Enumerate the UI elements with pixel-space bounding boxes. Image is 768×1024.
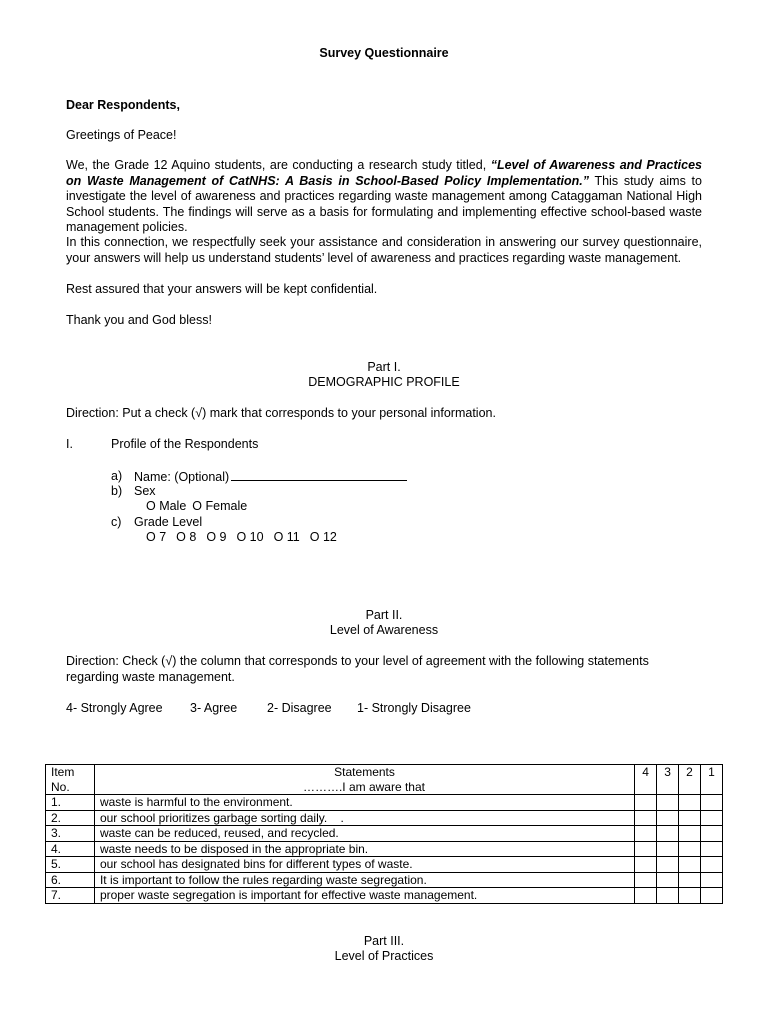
- part1-heading: DEMOGRAPHIC PROFILE: [308, 375, 460, 389]
- salutation: Dear Respondents,: [66, 98, 180, 112]
- table-row: [46, 888, 723, 904]
- rating-cell-1[interactable]: [700, 810, 722, 826]
- rating-cell-4[interactable]: [635, 826, 657, 842]
- name-field[interactable]: [134, 469, 407, 485]
- part1-label: Part I.: [367, 360, 401, 374]
- rating-cell-1[interactable]: [700, 795, 722, 811]
- rating-cell-2[interactable]: [679, 841, 701, 857]
- part1-direction: Direction: Put a check (√) mark that corresponds to your personal information.: [66, 406, 496, 420]
- thanks-note: Thank you and God bless!: [66, 313, 212, 327]
- part3-heading: Level of Practices: [334, 949, 434, 963]
- rating-cell-3[interactable]: [657, 872, 679, 888]
- header-item-line2: No.: [51, 779, 70, 794]
- rating-cell-1[interactable]: [700, 872, 722, 888]
- rating-cell-2[interactable]: [679, 795, 701, 811]
- row-number: 7.: [46, 888, 95, 904]
- rating-cell-1[interactable]: [700, 888, 722, 904]
- header-statements: [94, 765, 634, 795]
- grade-option[interactable]: O 8: [176, 530, 197, 544]
- sex-options: [146, 499, 257, 514]
- section-number: I.: [66, 437, 73, 451]
- header-col-4: 4: [635, 765, 657, 795]
- sex-option-male[interactable]: O Male: [146, 499, 187, 513]
- table-row: [46, 826, 723, 842]
- part2-direction: Direction: Check (√) the column that corresponds to your level of agreement with the following statements regarding waste management.: [66, 654, 649, 684]
- rating-cell-3[interactable]: [657, 810, 679, 826]
- rating-cell-4[interactable]: [635, 872, 657, 888]
- name-letter: a): [111, 469, 123, 483]
- grade-options: [146, 530, 347, 545]
- grade-option[interactable]: O 11: [273, 530, 300, 544]
- header-col-1: 1: [700, 765, 722, 795]
- rating-cell-3[interactable]: [657, 857, 679, 873]
- sex-label: Sex: [134, 484, 156, 498]
- row-statement: our school has designated bins for different types of waste.: [94, 857, 634, 873]
- rating-cell-4[interactable]: [635, 888, 657, 904]
- intro-after: This study aims to investigate the level of awareness and practices regarding waste management among Cataggaman National High School students. The findings will serve as a basis for formulating and implementing effective school-based waste management policies.: [66, 173, 702, 234]
- table-row: [46, 857, 723, 873]
- study-title: “Level of Awareness and Practices on Waste Management of CatNHS: A Basis in School-Based Policy Implementation.”: [66, 158, 703, 188]
- rating-cell-3[interactable]: [657, 795, 679, 811]
- rating-cell-3[interactable]: [657, 826, 679, 842]
- header-statements-prefix: ……….I am aware that: [302, 779, 425, 794]
- table-row: [46, 795, 723, 811]
- name-label: Name: (Optional): [134, 470, 230, 484]
- header-item-no: [46, 765, 95, 795]
- document-title: Survey Questionnaire: [319, 46, 449, 60]
- name-blank-line[interactable]: [231, 469, 407, 481]
- row-statement: proper waste segregation is important for effective waste management.: [94, 888, 634, 904]
- grade-label: Grade Level: [134, 515, 203, 529]
- rating-cell-3[interactable]: [657, 841, 679, 857]
- row-number: 3.: [46, 826, 95, 842]
- rating-cell-4[interactable]: [635, 795, 657, 811]
- table-row: [46, 810, 723, 826]
- header-col-3: 3: [657, 765, 679, 795]
- row-number: 6.: [46, 872, 95, 888]
- sex-letter: b): [111, 484, 123, 498]
- grade-option[interactable]: O 7: [146, 530, 167, 544]
- part2-heading: Level of Awareness: [329, 623, 439, 637]
- part3-label: Part III.: [363, 934, 405, 948]
- rating-cell-4[interactable]: [635, 810, 657, 826]
- table-row: [46, 841, 723, 857]
- section-title: Profile of the Respondents: [111, 437, 259, 451]
- awareness-table: [45, 764, 723, 904]
- intro-before: We, the Grade 12 Aquino students, are conducting a research study titled,: [66, 158, 487, 172]
- row-number: 4.: [46, 841, 95, 857]
- intro-paragraph: [66, 158, 702, 236]
- part2-label: Part II.: [365, 608, 403, 622]
- sex-option-female[interactable]: O Female: [192, 499, 248, 513]
- rating-cell-1[interactable]: [700, 857, 722, 873]
- rating-cell-2[interactable]: [679, 888, 701, 904]
- greeting: Greetings of Peace!: [66, 128, 177, 142]
- rating-cell-2[interactable]: [679, 826, 701, 842]
- table-header-row: [46, 765, 723, 795]
- header-col-2: 2: [679, 765, 701, 795]
- table-row: [46, 872, 723, 888]
- connection-paragraph: In this connection, we respectfully seek your assistance and consideration in answering our survey questionnaire, your answers will help us understand students’ level of awareness and practices regarding waste management.: [66, 235, 702, 265]
- header-item-line1: Item: [51, 765, 75, 779]
- row-number: 1.: [46, 795, 95, 811]
- rating-cell-2[interactable]: [679, 857, 701, 873]
- confidential-note: Rest assured that your answers will be kept confidential.: [66, 282, 378, 296]
- row-statement: It is important to follow the rules regarding waste segregation.: [94, 872, 634, 888]
- scale-strongly-agree: 4- Strongly Agree: [66, 701, 163, 715]
- row-number: 2.: [46, 810, 95, 826]
- row-statement: waste needs to be disposed in the appropriate bin.: [94, 841, 634, 857]
- rating-cell-3[interactable]: [657, 888, 679, 904]
- rating-cell-2[interactable]: [679, 872, 701, 888]
- grade-option[interactable]: O 12: [309, 530, 337, 544]
- header-statements-title: Statements: [334, 765, 395, 779]
- scale-strongly-disagree: 1- Strongly Disagree: [357, 701, 471, 715]
- grade-letter: c): [111, 515, 122, 529]
- grade-option[interactable]: O 9: [206, 530, 227, 544]
- grade-option[interactable]: O 10: [236, 530, 264, 544]
- row-number: 5.: [46, 857, 95, 873]
- scale-disagree: 2- Disagree: [267, 701, 332, 715]
- rating-cell-2[interactable]: [679, 810, 701, 826]
- rating-cell-4[interactable]: [635, 841, 657, 857]
- row-statement: our school prioritizes garbage sorting daily. .: [94, 810, 634, 826]
- rating-cell-1[interactable]: [700, 826, 722, 842]
- rating-cell-4[interactable]: [635, 857, 657, 873]
- rating-cell-1[interactable]: [700, 841, 722, 857]
- row-statement: waste can be reduced, reused, and recycled.: [94, 826, 634, 842]
- scale-agree: 3- Agree: [190, 701, 238, 715]
- row-statement: waste is harmful to the environment.: [94, 795, 634, 811]
